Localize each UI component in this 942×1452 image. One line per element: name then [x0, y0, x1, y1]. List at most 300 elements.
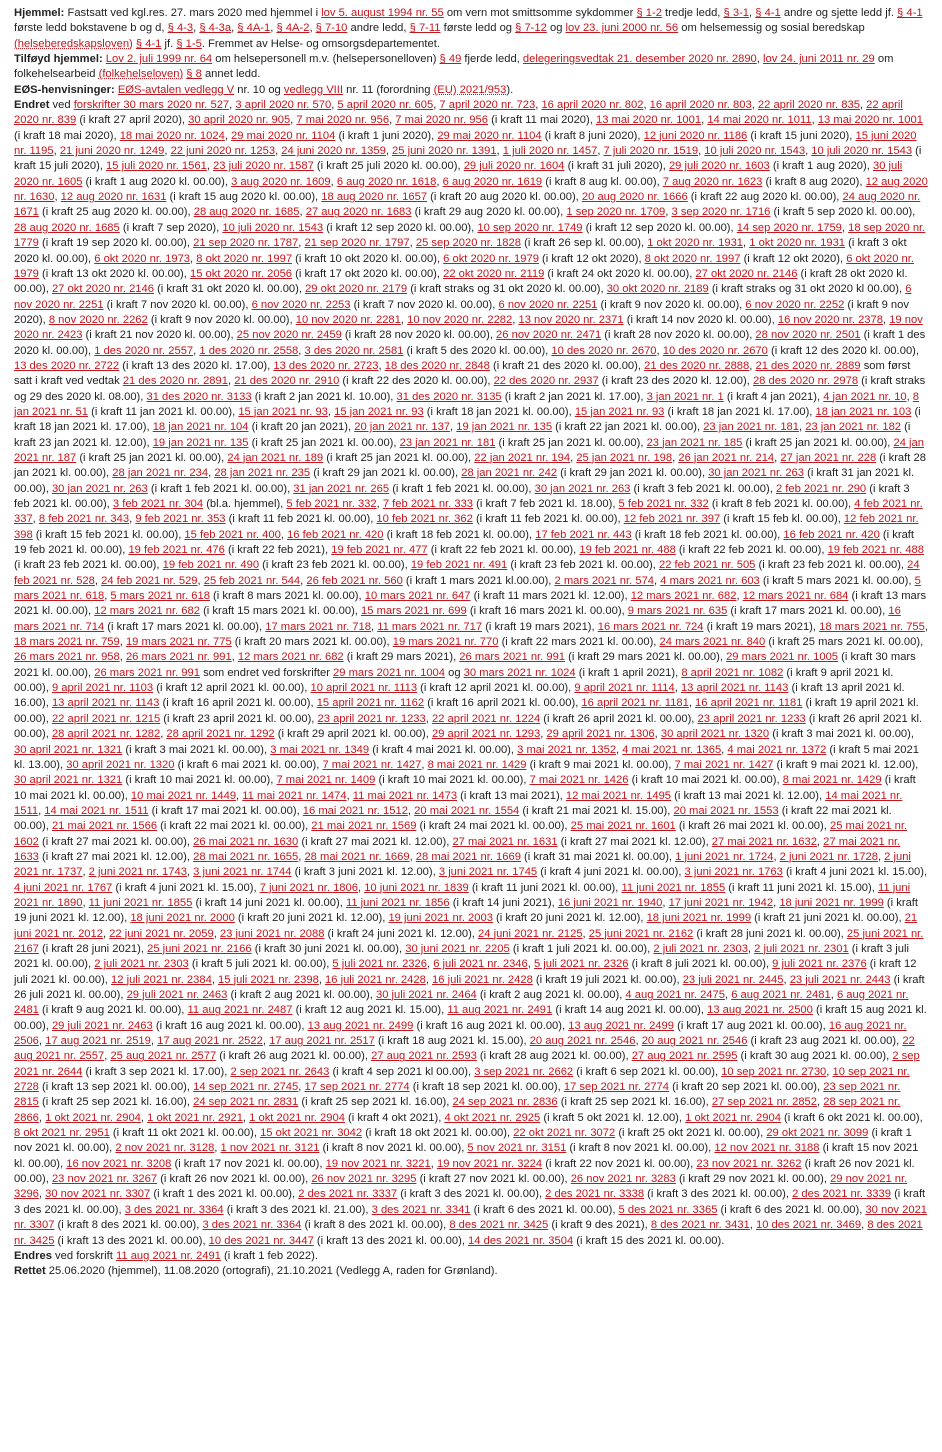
regulation-link[interactable]: 27 mai 2021 nr. 1631 [452, 835, 558, 848]
regulation-link[interactable]: 14 sep 2021 nr. 2745 [193, 1081, 299, 1094]
regulation-link[interactable]: 16 juli 2021 nr. 2428 [325, 973, 426, 986]
regulation-link[interactable]: 2 juni 2021 nr. 1737 [14, 850, 911, 879]
regulation-link[interactable]: 21 des 2020 nr. 2888 [644, 359, 750, 372]
regulation-link[interactable]: 5 des 2021 nr. 3365 [618, 1203, 718, 1216]
regulation-link[interactable]: 15 jan 2021 nr. 93 [574, 405, 665, 418]
regulation-link[interactable]: 2 des 2021 nr. 3338 [545, 1188, 645, 1201]
regulation-link[interactable]: 2 sep 2021 nr. 2644 [14, 1050, 920, 1078]
regulation-link[interactable]: 8 okt 2021 nr. 2951 [14, 1127, 110, 1140]
regulation-link[interactable]: 16 mai 2021 nr. 1512 [302, 804, 408, 817]
regulation-link[interactable]: 18 jan 2021 nr. 103 [815, 405, 912, 418]
regulation-link[interactable]: 13 mai 2020 nr. 1001 [595, 114, 702, 127]
regulation-link[interactable]: 14 sep 2020 nr. 1759 [736, 221, 842, 234]
regulation-link[interactable]: 30 juli 2020 nr. 1605 [14, 160, 903, 188]
regulation-link[interactable]: 15 mars 2021 nr. 699 [361, 605, 467, 618]
regulation-link[interactable]: 26 mai 2021 nr. 1630 [193, 835, 299, 848]
regulation-link[interactable]: 29 mai 2020 nr. 1104 [231, 129, 336, 142]
regulation-link[interactable]: 23 april 2021 nr. 1233 [697, 712, 806, 725]
regulation-link[interactable]: 2 des 2021 nr. 3337 [298, 1188, 398, 1201]
regulation-link[interactable]: 13 des 2020 nr. 2722 [14, 359, 120, 372]
regulation-link[interactable]: 27 aug 2021 nr. 2593 [371, 1050, 477, 1063]
regulation-link[interactable]: 26 mars 2021 nr. 991 [94, 666, 200, 679]
regulation-link[interactable]: 2 juli 2021 nr. 2303 [653, 942, 748, 955]
regulation-link[interactable]: 13 mai 2020 nr. 1001 [817, 114, 923, 127]
regulation-link[interactable]: 12 aug 2020 nr. 1631 [60, 191, 167, 204]
regulation-link[interactable]: 20 mai 2021 nr. 1553 [673, 804, 779, 817]
regulation-link[interactable]: 15 okt 2021 nr. 3042 [260, 1127, 363, 1140]
regulation-link[interactable]: 22 april 2021 nr. 1224 [431, 712, 541, 725]
regulation-link[interactable]: 28 sep 2021 nr. 2866 [14, 1096, 901, 1124]
regulation-link[interactable]: 19 mars 2021 nr. 770 [392, 636, 499, 649]
regulation-link[interactable]: 18 mars 2021 nr. 759 [14, 636, 120, 649]
regulation-link[interactable]: 8 des 2021 nr. 3431 [650, 1219, 750, 1232]
regulation-link[interactable]: 6 aug 2020 nr. 1618 [336, 175, 437, 188]
regulation-link[interactable]: 1 sep 2020 nr. 1709 [566, 206, 666, 219]
regulation-link[interactable]: 16 juni 2021 nr. 1940 [557, 896, 663, 909]
regulation-link[interactable]: lov 5. august 1994 nr. 55 [321, 7, 444, 19]
regulation-link[interactable]: 7 mai 2021 nr. 1409 [276, 774, 376, 787]
regulation-link[interactable]: 19 nov 2021 nr. 3221 [325, 1157, 431, 1170]
regulation-link[interactable]: 18 juni 2021 nr. 1999 [779, 896, 884, 909]
regulation-link[interactable]: 18 juni 2021 nr. 1999 [646, 912, 752, 925]
regulation-link[interactable]: 1 nov 2021 nr. 3121 [220, 1142, 320, 1155]
regulation-link[interactable]: 16 feb 2021 nr. 420 [287, 528, 384, 541]
regulation-link[interactable]: 2 sep 2021 nr. 2643 [230, 1065, 330, 1078]
regulation-link[interactable]: 5 april 2020 nr. 605 [337, 99, 434, 112]
regulation-link[interactable]: 16 april 2020 nr. 802 [541, 99, 644, 112]
regulation-link[interactable]: 31 jan 2021 nr. 265 [293, 482, 390, 495]
regulation-link[interactable]: 19 jan 2021 nr. 135 [456, 421, 553, 434]
regulation-link[interactable]: 23 jan 2021 nr. 181 [399, 436, 496, 449]
regulation-link[interactable]: 15 okt 2020 nr. 2056 [190, 267, 293, 280]
regulation-link[interactable]: 19 nov 2021 nr. 3224 [436, 1157, 543, 1170]
regulation-link[interactable]: 10 juni 2021 nr. 1839 [364, 881, 469, 894]
regulation-link[interactable]: 11 mai 2021 nr. 1473 [352, 789, 458, 802]
regulation-link[interactable]: § 49 [439, 53, 462, 66]
regulation-link[interactable]: 19 feb 2021 nr. 490 [162, 559, 260, 572]
regulation-link[interactable]: § 4-1 [755, 7, 781, 19]
regulation-link[interactable]: 6 okt 2020 nr. 1979 [14, 252, 914, 280]
regulation-link[interactable]: 16 nov 2020 nr. 2378 [777, 313, 883, 326]
regulation-link[interactable]: 23 juli 2021 nr. 2443 [789, 973, 891, 986]
regulation-link[interactable]: 18 mars 2021 nr. 755 [819, 620, 925, 633]
regulation-link[interactable]: 12 feb 2021 nr. 398 [14, 513, 919, 541]
regulation-link[interactable]: 7 mai 2020 nr. 956 [296, 114, 390, 127]
regulation-link[interactable]: 23 nov 2021 nr. 3267 [51, 1173, 158, 1186]
regulation-link[interactable]: 21 des 2020 nr. 2889 [755, 359, 861, 372]
regulation-link[interactable]: 30 april 2021 nr. 1320 [66, 758, 175, 771]
regulation-link[interactable]: 13 april 2021 nr. 1143 [51, 697, 160, 710]
regulation-link[interactable]: 26 mars 2021 nr. 991 [125, 651, 232, 664]
regulation-link[interactable]: (helseberedskapsloven) [14, 37, 133, 50]
regulation-link[interactable]: 3 april 2020 nr. 570 [235, 99, 332, 112]
regulation-link[interactable]: 30 april 2021 nr. 1321 [14, 743, 123, 756]
regulation-link[interactable]: 18 des 2020 nr. 2848 [384, 359, 490, 372]
regulation-link[interactable]: 8 feb 2021 nr. 343 [38, 513, 130, 526]
regulation-link[interactable]: 28 mai 2021 nr. 1655 [193, 850, 299, 863]
regulation-link[interactable]: § 7-11 [409, 22, 441, 35]
regulation-link[interactable]: 25 mai 2021 nr. 1601 [570, 820, 676, 833]
regulation-link[interactable]: 11 juni 2021 nr. 1856 [345, 896, 450, 909]
regulation-link[interactable]: § 8 [186, 68, 202, 81]
regulation-link[interactable]: 5 mars 2021 nr. 618 [14, 574, 921, 603]
regulation-link[interactable]: 3 juni 2021 nr. 1744 [193, 866, 292, 879]
regulation-link[interactable]: 10 sep 2021 nr. 2728 [14, 1065, 910, 1094]
regulation-link[interactable]: 30 okt 2020 nr. 2189 [606, 283, 709, 296]
regulation-link[interactable]: 29 juli 2020 nr. 1604 [463, 160, 565, 173]
regulation-link[interactable]: 6 aug 2020 nr. 1619 [442, 175, 543, 188]
regulation-link[interactable]: 6 juli 2021 nr. 2346 [433, 958, 528, 971]
regulation-link[interactable]: 19 feb 2021 nr. 476 [128, 544, 225, 557]
regulation-link[interactable]: 10 sep 2021 nr. 2730 [721, 1065, 827, 1078]
regulation-link[interactable]: 4 aug 2021 nr. 2475 [625, 989, 725, 1001]
regulation-link[interactable]: 7 mai 2020 nr. 956 [395, 114, 488, 127]
regulation-link[interactable]: 6 nov 2020 nr. 2252 [745, 298, 845, 311]
regulation-link[interactable]: 29 okt 2020 nr. 2179 [305, 283, 408, 296]
regulation-link[interactable]: 5 feb 2021 nr. 332 [618, 498, 709, 510]
regulation-link[interactable]: 17 sep 2021 nr. 2774 [563, 1081, 669, 1094]
regulation-link[interactable]: § 7-10 [315, 22, 348, 35]
regulation-link[interactable]: 29 mars 2021 nr. 1004 [333, 666, 445, 679]
regulation-link[interactable]: 10 des 2020 nr. 2670 [662, 344, 768, 357]
regulation-link[interactable]: 13 april 2021 nr. 1143 [680, 682, 789, 695]
regulation-link[interactable]: 27 aug 2020 nr. 1683 [305, 206, 412, 219]
regulation-link[interactable]: 10 nov 2020 nr. 2282 [407, 313, 513, 326]
regulation-link[interactable]: 23 jan 2021 nr. 181 [703, 421, 799, 434]
regulation-link[interactable]: 12 aug 2020 nr. 1630 [14, 175, 928, 204]
regulation-link[interactable]: 5 mars 2021 nr. 618 [110, 590, 210, 603]
regulation-link[interactable]: 16 april 2020 nr. 803 [649, 99, 752, 112]
regulation-link[interactable]: § 7-12 [515, 22, 547, 35]
regulation-link[interactable]: § 4-1 [897, 7, 923, 19]
regulation-link[interactable]: 16 juli 2021 nr. 2428 [432, 973, 533, 986]
regulation-link[interactable]: 23 april 2021 nr. 1233 [317, 712, 426, 725]
regulation-link[interactable]: 7 april 2020 nr. 723 [439, 99, 536, 112]
regulation-link[interactable]: 29 juli 2021 nr. 2463 [126, 989, 228, 1001]
regulation-link[interactable]: 10 des 2020 nr. 2670 [551, 344, 657, 357]
regulation-link[interactable]: 7 mai 2021 nr. 1427 [674, 758, 774, 771]
regulation-link[interactable]: 12 mars 2021 nr. 682 [630, 590, 737, 603]
regulation-link[interactable]: 12 juni 2020 nr. 1186 [643, 129, 748, 142]
regulation-link[interactable]: 16 mars 2021 nr. 724 [597, 620, 704, 633]
regulation-link[interactable]: 1 okt 2021 nr. 2904 [685, 1111, 781, 1124]
regulation-link[interactable]: 31 des 2020 nr. 3133 [146, 390, 252, 403]
regulation-link[interactable]: § 1-2 [636, 7, 662, 19]
regulation-link[interactable]: 17 aug 2021 nr. 2519 [45, 1035, 151, 1048]
regulation-link[interactable]: lov 23. juni 2000 nr. 56 [565, 22, 679, 35]
regulation-link[interactable]: 5 nov 2021 nr. 3151 [467, 1142, 567, 1155]
regulation-link[interactable]: 12 mars 2021 nr. 682 [237, 651, 344, 664]
regulation-link[interactable]: 15 feb 2021 nr. 400 [184, 528, 281, 541]
regulation-link[interactable]: 2 juli 2021 nr. 2301 [754, 942, 849, 955]
regulation-link[interactable]: 15 juli 2021 nr. 2398 [218, 973, 319, 986]
regulation-link[interactable]: 19 feb 2021 nr. 491 [410, 559, 508, 572]
regulation-link[interactable]: 21 juni 2021 nr. 2012 [14, 912, 918, 940]
regulation-link[interactable]: 17 aug 2021 nr. 2522 [157, 1035, 263, 1048]
regulation-link[interactable]: 18 sep 2020 nr. 1779 [14, 221, 926, 250]
regulation-link[interactable]: 6 nov 2020 nr. 2251 [14, 283, 912, 311]
regulation-link[interactable]: 7 feb 2021 nr. 333 [382, 498, 474, 510]
regulation-link[interactable]: 30 jan 2021 nr. 263 [51, 482, 148, 495]
regulation-link[interactable]: 19 feb 2021 nr. 477 [331, 544, 428, 557]
regulation-link[interactable]: 10 nov 2020 nr. 2281 [295, 313, 401, 326]
regulation-link[interactable]: delegeringsvedtak 21. desember 2020 nr. 2890 [522, 53, 757, 66]
regulation-link[interactable]: 2 feb 2021 nr. 290 [775, 482, 867, 495]
regulation-link[interactable]: 29 april 2021 nr. 1293 [431, 728, 541, 741]
regulation-link[interactable]: 3 sep 2020 nr. 1716 [671, 206, 771, 219]
regulation-link[interactable]: 4 juni 2021 nr. 1767 [14, 881, 113, 894]
regulation-link[interactable]: 5 juli 2021 nr. 2326 [332, 958, 427, 971]
regulation-link[interactable]: 16 aug 2021 nr. 2506 [14, 1019, 907, 1048]
regulation-link[interactable]: 25 jan 2021 nr. 198 [576, 451, 673, 464]
regulation-link[interactable]: 8 jan 2021 nr. 51 [14, 390, 920, 418]
regulation-link[interactable]: 10 des 2021 nr. 3447 [208, 1234, 314, 1247]
regulation-link[interactable]: 3 aug 2020 nr. 1609 [231, 175, 331, 188]
regulation-link[interactable]: 10 juli 2020 nr. 1543 [704, 145, 806, 158]
regulation-link[interactable]: 21 juni 2020 nr. 1249 [59, 145, 165, 158]
regulation-link[interactable]: 12 mars 2021 nr. 682 [94, 605, 200, 618]
regulation-link[interactable]: 9 april 2021 nr. 1103 [51, 682, 154, 695]
regulation-link[interactable]: 1 des 2020 nr. 2557 [94, 344, 194, 357]
regulation-link[interactable]: 12 juli 2021 nr. 2384 [111, 973, 212, 986]
regulation-link[interactable]: 24 sep 2021 nr. 2836 [452, 1096, 558, 1109]
regulation-link[interactable]: 21 mai 2021 nr. 1569 [311, 820, 417, 833]
regulation-link[interactable]: 11 mai 2021 nr. 1474 [242, 789, 347, 802]
regulation-link[interactable]: 6 aug 2021 nr. 2481 [14, 989, 909, 1017]
regulation-link[interactable]: 17 juni 2021 nr. 1942 [668, 896, 774, 909]
regulation-link[interactable]: 8 april 2021 nr. 1082 [681, 666, 784, 679]
regulation-link[interactable]: 18 jan 2021 nr. 104 [152, 421, 249, 434]
regulation-link[interactable]: 9 feb 2021 nr. 353 [135, 513, 226, 526]
regulation-link[interactable]: 28 april 2021 nr. 1292 [166, 728, 275, 741]
regulation-link[interactable]: 30 mars 2021 nr. 1024 [463, 666, 576, 679]
regulation-link[interactable]: 28 april 2021 nr. 1282 [51, 728, 161, 741]
regulation-link[interactable]: 16 april 2021 nr. 1181 [581, 697, 689, 710]
regulation-link[interactable]: 6 aug 2021 nr. 2481 [731, 989, 831, 1001]
regulation-link[interactable]: § 4-3 [167, 22, 194, 35]
regulation-link[interactable]: 13 aug 2021 nr. 2499 [307, 1019, 414, 1032]
regulation-link[interactable]: 19 feb 2021 nr. 488 [827, 544, 924, 557]
regulation-link[interactable]: 20 aug 2021 nr. 2546 [529, 1035, 636, 1048]
regulation-link[interactable]: 26 nov 2021 nr. 3295 [311, 1173, 417, 1186]
regulation-link[interactable]: 29 april 2021 nr. 1306 [546, 728, 655, 741]
regulation-link[interactable]: 28 nov 2020 nr. 2501 [755, 329, 861, 342]
regulation-link[interactable]: 9 juli 2021 nr. 2376 [772, 958, 867, 971]
regulation-link[interactable]: 30 april 2020 nr. 905 [188, 114, 291, 127]
regulation-link[interactable]: 24 juni 2021 nr. 2125 [478, 927, 583, 940]
regulation-link[interactable]: 3 jan 2021 nr. 1 [646, 390, 724, 403]
regulation-link[interactable]: 14 des 2021 nr. 3504 [468, 1234, 574, 1247]
regulation-link[interactable]: 21 sep 2020 nr. 1797 [304, 237, 410, 250]
regulation-link[interactable]: 22 april 2021 nr. 1215 [51, 712, 161, 725]
regulation-link[interactable]: 22 okt 2021 nr. 3072 [513, 1127, 616, 1140]
regulation-link[interactable]: 8 mai 2021 nr. 1429 [782, 774, 882, 787]
regulation-link[interactable]: 27 jan 2021 nr. 228 [780, 451, 877, 464]
regulation-link[interactable]: 11 aug 2021 nr. 2487 [187, 1004, 293, 1017]
regulation-link[interactable]: 13 des 2020 nr. 2723 [273, 359, 379, 372]
regulation-link[interactable]: 7 juli 2020 nr. 1519 [603, 145, 699, 158]
regulation-link[interactable]: 11 aug 2021 nr. 2491 [115, 1249, 221, 1262]
regulation-link[interactable]: 6 nov 2020 nr. 2253 [251, 298, 351, 311]
regulation-link[interactable]: 15 april 2021 nr. 1162 [316, 697, 425, 710]
regulation-link[interactable]: 4 feb 2021 nr. 337 [14, 498, 923, 526]
regulation-link[interactable]: § 4-3a [199, 22, 232, 35]
regulation-link[interactable]: 26 nov 2020 nr. 2471 [496, 329, 602, 342]
regulation-link[interactable]: 29 okt 2021 nr. 3099 [766, 1127, 869, 1140]
regulation-link[interactable]: 16 feb 2021 nr. 420 [783, 528, 880, 541]
regulation-link[interactable]: 8 okt 2020 nr. 1997 [644, 252, 741, 265]
regulation-link[interactable]: 4 mai 2021 nr. 1365 [622, 743, 722, 756]
regulation-link[interactable]: 10 des 2021 nr. 3469 [755, 1219, 862, 1232]
regulation-link[interactable]: 19 feb 2021 nr. 488 [579, 544, 676, 557]
regulation-link[interactable]: 19 mars 2021 nr. 775 [125, 636, 232, 649]
regulation-link[interactable]: 28 jan 2021 nr. 235 [214, 467, 311, 480]
regulation-link[interactable]: 12 mai 2021 nr. 1495 [565, 789, 672, 802]
regulation-link[interactable]: 13 nov 2020 nr. 2371 [518, 313, 624, 326]
regulation-link[interactable]: 28 mai 2021 nr. 1669 [415, 850, 521, 863]
regulation-link[interactable]: 30 jan 2021 nr. 263 [534, 482, 631, 495]
regulation-link[interactable]: 8 mai 2021 nr. 1429 [427, 758, 527, 771]
regulation-link[interactable]: 11 juni 2021 nr. 1855 [621, 881, 726, 894]
regulation-link[interactable]: 1 okt 2021 nr. 2904 [45, 1111, 141, 1124]
regulation-link[interactable]: 24 aug 2020 nr. 1671 [14, 191, 921, 219]
regulation-link[interactable]: 11 juni 2021 nr. 1855 [88, 896, 193, 909]
regulation-link[interactable]: 16 mars 2021 nr. 714 [14, 605, 901, 633]
regulation-link[interactable]: 22 april 2020 nr. 835 [757, 99, 860, 112]
regulation-link[interactable]: 25 sep 2020 nr. 1828 [415, 237, 521, 250]
regulation-link[interactable]: 10 mai 2021 nr. 1449 [130, 789, 237, 802]
regulation-link[interactable]: 12 mars 2021 nr. 684 [742, 590, 849, 603]
regulation-link[interactable]: 4 mars 2021 nr. 603 [660, 574, 760, 587]
regulation-link[interactable]: 18 aug 2020 nr. 1657 [321, 191, 428, 204]
regulation-link[interactable]: 3 des 2021 nr. 3341 [371, 1203, 471, 1216]
regulation-link[interactable]: 1 des 2020 nr. 2558 [199, 344, 299, 357]
regulation-link[interactable]: EØS-avtalen vedlegg V [117, 83, 235, 96]
regulation-link[interactable]: 21 des 2020 nr. 2910 [234, 375, 340, 388]
regulation-link[interactable]: 29 juli 2020 nr. 1603 [668, 160, 770, 173]
regulation-link[interactable]: 11 aug 2021 nr. 2491 [447, 1004, 553, 1017]
regulation-link[interactable]: 4 jan 2021 nr. 10 [823, 390, 907, 403]
regulation-link[interactable]: 3 juni 2021 nr. 1763 [684, 866, 783, 879]
regulation-link[interactable]: 30 nov 2021 nr. 3307 [45, 1188, 151, 1201]
regulation-link[interactable]: § 1-5 [176, 37, 202, 50]
regulation-link[interactable]: 1 juli 2020 nr. 1457 [502, 145, 598, 158]
regulation-link[interactable]: 6 okt 2020 nr. 1973 [94, 252, 191, 265]
regulation-link[interactable]: 9 mars 2021 nr. 635 [627, 605, 728, 618]
regulation-link[interactable]: 30 juli 2021 nr. 2464 [376, 989, 477, 1001]
regulation-link[interactable]: 1 okt 2021 nr. 2904 [249, 1111, 345, 1124]
regulation-link[interactable]: 23 juli 2020 nr. 1587 [213, 160, 314, 173]
regulation-link[interactable]: 8 okt 2020 nr. 1997 [196, 252, 293, 265]
regulation-link[interactable]: 10 juli 2020 nr. 1543 [811, 145, 913, 158]
regulation-link[interactable]: forskrifter 30 mars 2020 nr. 527 [73, 99, 230, 112]
regulation-link[interactable]: 12 feb 2021 nr. 397 [623, 513, 721, 526]
regulation-link[interactable]: 23 juni 2021 nr. 2088 [219, 927, 325, 940]
regulation-link[interactable]: 7 mai 2021 nr. 1426 [529, 774, 629, 787]
regulation-link[interactable]: 7 aug 2020 nr. 1623 [662, 175, 763, 188]
regulation-link[interactable]: 17 feb 2021 nr. 443 [535, 528, 632, 541]
regulation-link[interactable]: 2 juli 2021 nr. 2303 [94, 958, 189, 971]
regulation-link[interactable]: 2 nov 2021 nr. 3128 [115, 1142, 215, 1155]
regulation-link[interactable]: 10 sep 2020 nr. 1749 [477, 221, 583, 234]
regulation-link[interactable]: 2 juni 2021 nr. 1743 [88, 866, 187, 879]
regulation-link[interactable]: 28 mai 2021 nr. 1669 [304, 850, 410, 863]
regulation-link[interactable]: 25 aug 2021 nr. 2577 [110, 1050, 217, 1063]
regulation-link[interactable]: 22 april 2020 nr. 839 [14, 99, 903, 127]
regulation-link[interactable]: 22 juni 2021 nr. 2059 [109, 927, 214, 940]
regulation-link[interactable]: 20 aug 2020 nr. 1666 [581, 191, 688, 204]
regulation-link[interactable]: 20 jan 2021 nr. 137 [354, 421, 451, 434]
regulation-link[interactable]: 6 nov 2020 nr. 2251 [498, 298, 598, 311]
regulation-link[interactable]: 3 sep 2021 nr. 2662 [474, 1065, 574, 1078]
regulation-link[interactable]: 16 nov 2021 nr. 3208 [66, 1157, 172, 1170]
regulation-link[interactable]: 19 nov 2020 nr. 2423 [14, 313, 923, 342]
regulation-link[interactable]: 3 des 2021 nr. 3364 [124, 1203, 224, 1216]
regulation-link[interactable]: 10 juli 2020 nr. 1543 [222, 221, 324, 234]
regulation-link[interactable]: § 4-1 [135, 37, 162, 50]
regulation-link[interactable]: § 3-1 [723, 7, 750, 19]
regulation-link[interactable]: 8 nov 2020 nr. 2262 [48, 313, 148, 326]
regulation-link[interactable]: 14 mai 2021 nr. 1511 [44, 804, 149, 817]
regulation-link[interactable]: 27 mai 2021 nr. 1633 [14, 835, 901, 863]
regulation-link[interactable]: 30 juni 2021 nr. 2205 [405, 942, 510, 955]
regulation-link[interactable]: 30 jan 2021 nr. 263 [708, 467, 804, 480]
regulation-link[interactable]: 27 mai 2021 nr. 1632 [711, 835, 817, 848]
regulation-link[interactable]: 3 mai 2021 nr. 1352 [517, 743, 617, 756]
regulation-link[interactable]: 23 juli 2021 nr. 2445 [682, 973, 784, 986]
regulation-link[interactable]: 2 des 2021 nr. 3339 [792, 1188, 891, 1201]
regulation-link[interactable]: 28 jan 2021 nr. 234 [112, 467, 209, 480]
regulation-link[interactable]: 4 okt 2021 nr. 2925 [444, 1111, 541, 1124]
regulation-link[interactable]: 21 des 2020 nr. 2891 [122, 375, 228, 388]
regulation-link[interactable]: 27 okt 2020 nr. 2146 [695, 267, 798, 280]
regulation-link[interactable]: § 4A-1 [237, 22, 271, 35]
regulation-link[interactable]: 14 mai 2021 nr. 1511 [14, 789, 903, 817]
regulation-link[interactable]: 23 jan 2021 nr. 182 [805, 421, 902, 434]
regulation-link[interactable]: 8 des 2021 nr. 3425 [449, 1219, 549, 1232]
regulation-link[interactable]: 25 juni 2021 nr. 2166 [147, 942, 252, 955]
regulation-link[interactable]: 26 feb 2021 nr. 560 [306, 574, 403, 587]
regulation-link[interactable]: 1 okt 2020 nr. 1931 [647, 237, 744, 250]
regulation-link[interactable]: 23 nov 2021 nr. 3262 [696, 1157, 802, 1170]
regulation-link[interactable]: 28 des 2020 nr. 2978 [752, 375, 859, 388]
regulation-link[interactable]: 24 feb 2021 nr. 529 [101, 574, 198, 587]
regulation-link[interactable]: 4 mai 2021 nr. 1372 [727, 743, 827, 756]
regulation-link[interactable]: 30 april 2021 nr. 1320 [660, 728, 770, 741]
regulation-link[interactable]: 16 april 2021 nr. 1181 [695, 697, 803, 710]
regulation-link[interactable]: 17 sep 2021 nr. 2774 [304, 1081, 410, 1094]
regulation-link[interactable]: 30 april 2021 nr. 1321 [14, 774, 123, 787]
regulation-link[interactable]: 24 jan 2021 nr. 187 [14, 436, 924, 464]
regulation-link[interactable]: 18 mai 2020 nr. 1024 [119, 129, 225, 142]
regulation-link[interactable]: (EU) 2021/953 [433, 83, 507, 96]
regulation-link[interactable]: 15 juli 2020 nr. 1561 [106, 160, 207, 173]
regulation-link[interactable]: 22 juni 2020 nr. 1253 [170, 145, 276, 158]
regulation-link[interactable]: § 4A-2 [276, 22, 310, 35]
regulation-link[interactable]: 2 mars 2021 nr. 574 [554, 574, 655, 587]
regulation-link[interactable]: 3 juni 2021 nr. 1745 [438, 866, 538, 879]
regulation-link[interactable]: 22 okt 2020 nr. 2119 [443, 267, 545, 280]
regulation-link[interactable]: 15 jan 2021 nr. 93 [334, 405, 424, 418]
regulation-link[interactable]: 17 mars 2021 nr. 718 [265, 620, 371, 633]
regulation-link[interactable]: 5 feb 2021 nr. 332 [286, 498, 377, 510]
regulation-link[interactable]: 15 jan 2021 nr. 93 [238, 405, 328, 418]
regulation-link[interactable]: 24 sep 2021 nr. 2831 [193, 1096, 299, 1109]
regulation-link[interactable]: 19 jan 2021 nr. 135 [152, 436, 249, 449]
regulation-link[interactable]: 19 juni 2021 nr. 2003 [388, 912, 493, 925]
regulation-link[interactable]: 3 des 2020 nr. 2581 [304, 344, 404, 357]
regulation-link[interactable]: 25 nov 2020 nr. 2459 [236, 329, 342, 342]
